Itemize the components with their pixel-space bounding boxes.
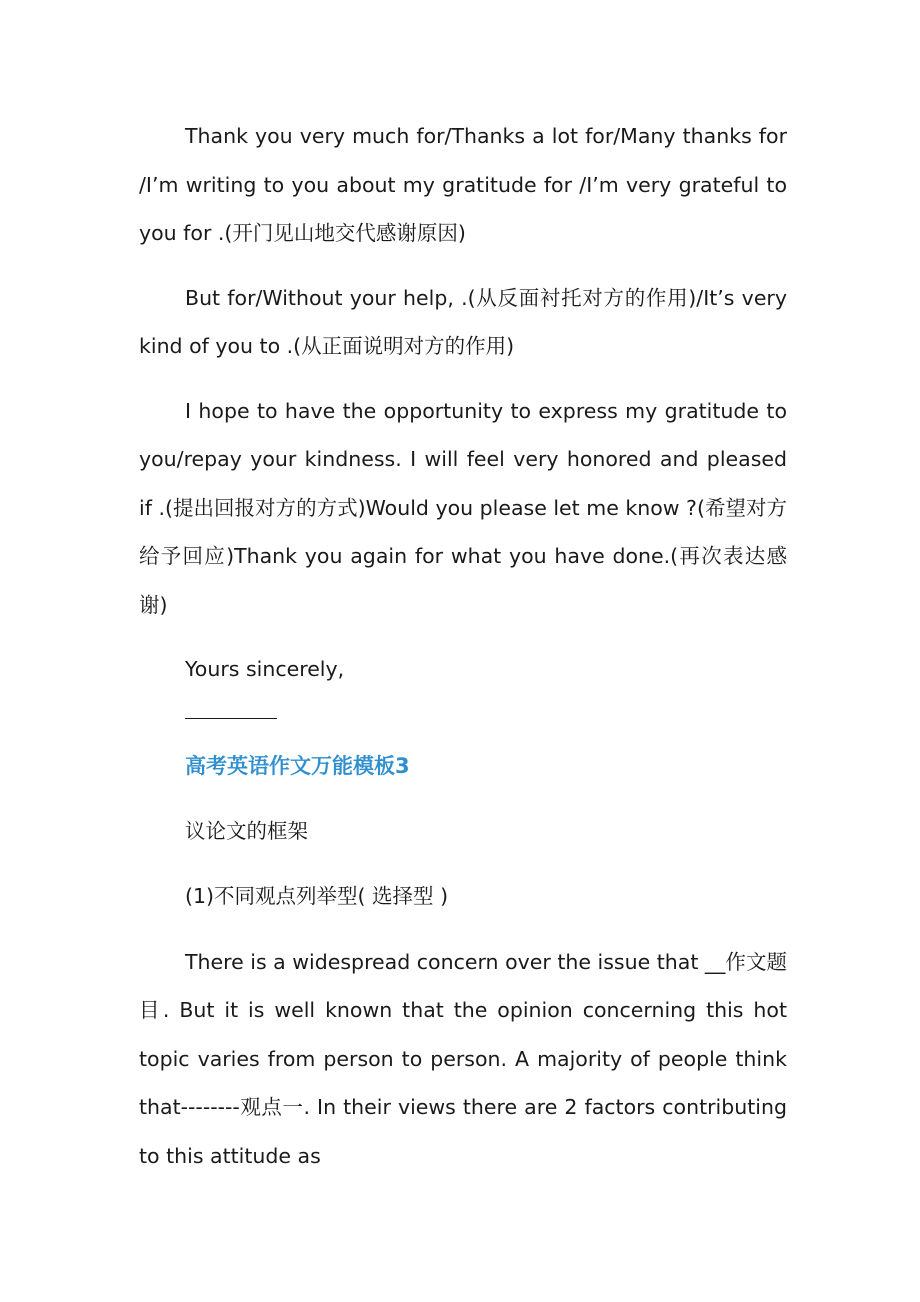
framework-title: 议论文的框架 [185,818,308,843]
essay-type-label: (1)不同观点列举型( 选择型 ) [185,884,449,908]
argument-template-paragraph: There is a widespread concern over the issue that __作文题目. But it is well known that the opinion concerning this hot topic varies from person to person. A majority of people think that--------观点一. In their views there are 2 factors contributing to this attitude as [139,949,787,1168]
signature-blank-line [139,694,787,742]
section-heading: 高考英语作文万能模板3 [185,753,410,778]
help-contrast-paragraph: But for/Without your help, .(从反面衬托对方的作用)/It’s very kind of you to .(从正面说明对方的作用) [139,285,787,358]
closing-line: Yours sincerely, [185,657,345,681]
document-page [139,112,787,1180]
thanks-opening-paragraph: Thank you very much for/Thanks a lot for/Many thanks for /I’m writing to you about my gratitude for /I’m very grateful to you for .(开门见山地交代感谢原因) [139,124,787,245]
repay-kindness-paragraph: I hope to have the opportunity to express my gratitude to you/repay your kindness. I will feel very honored and pleased if .(提出回报对方的方式)Would you please let me know ?(希望对方给予回应)Thank you again for what you have done.(再次表达感谢) [139,398,787,617]
